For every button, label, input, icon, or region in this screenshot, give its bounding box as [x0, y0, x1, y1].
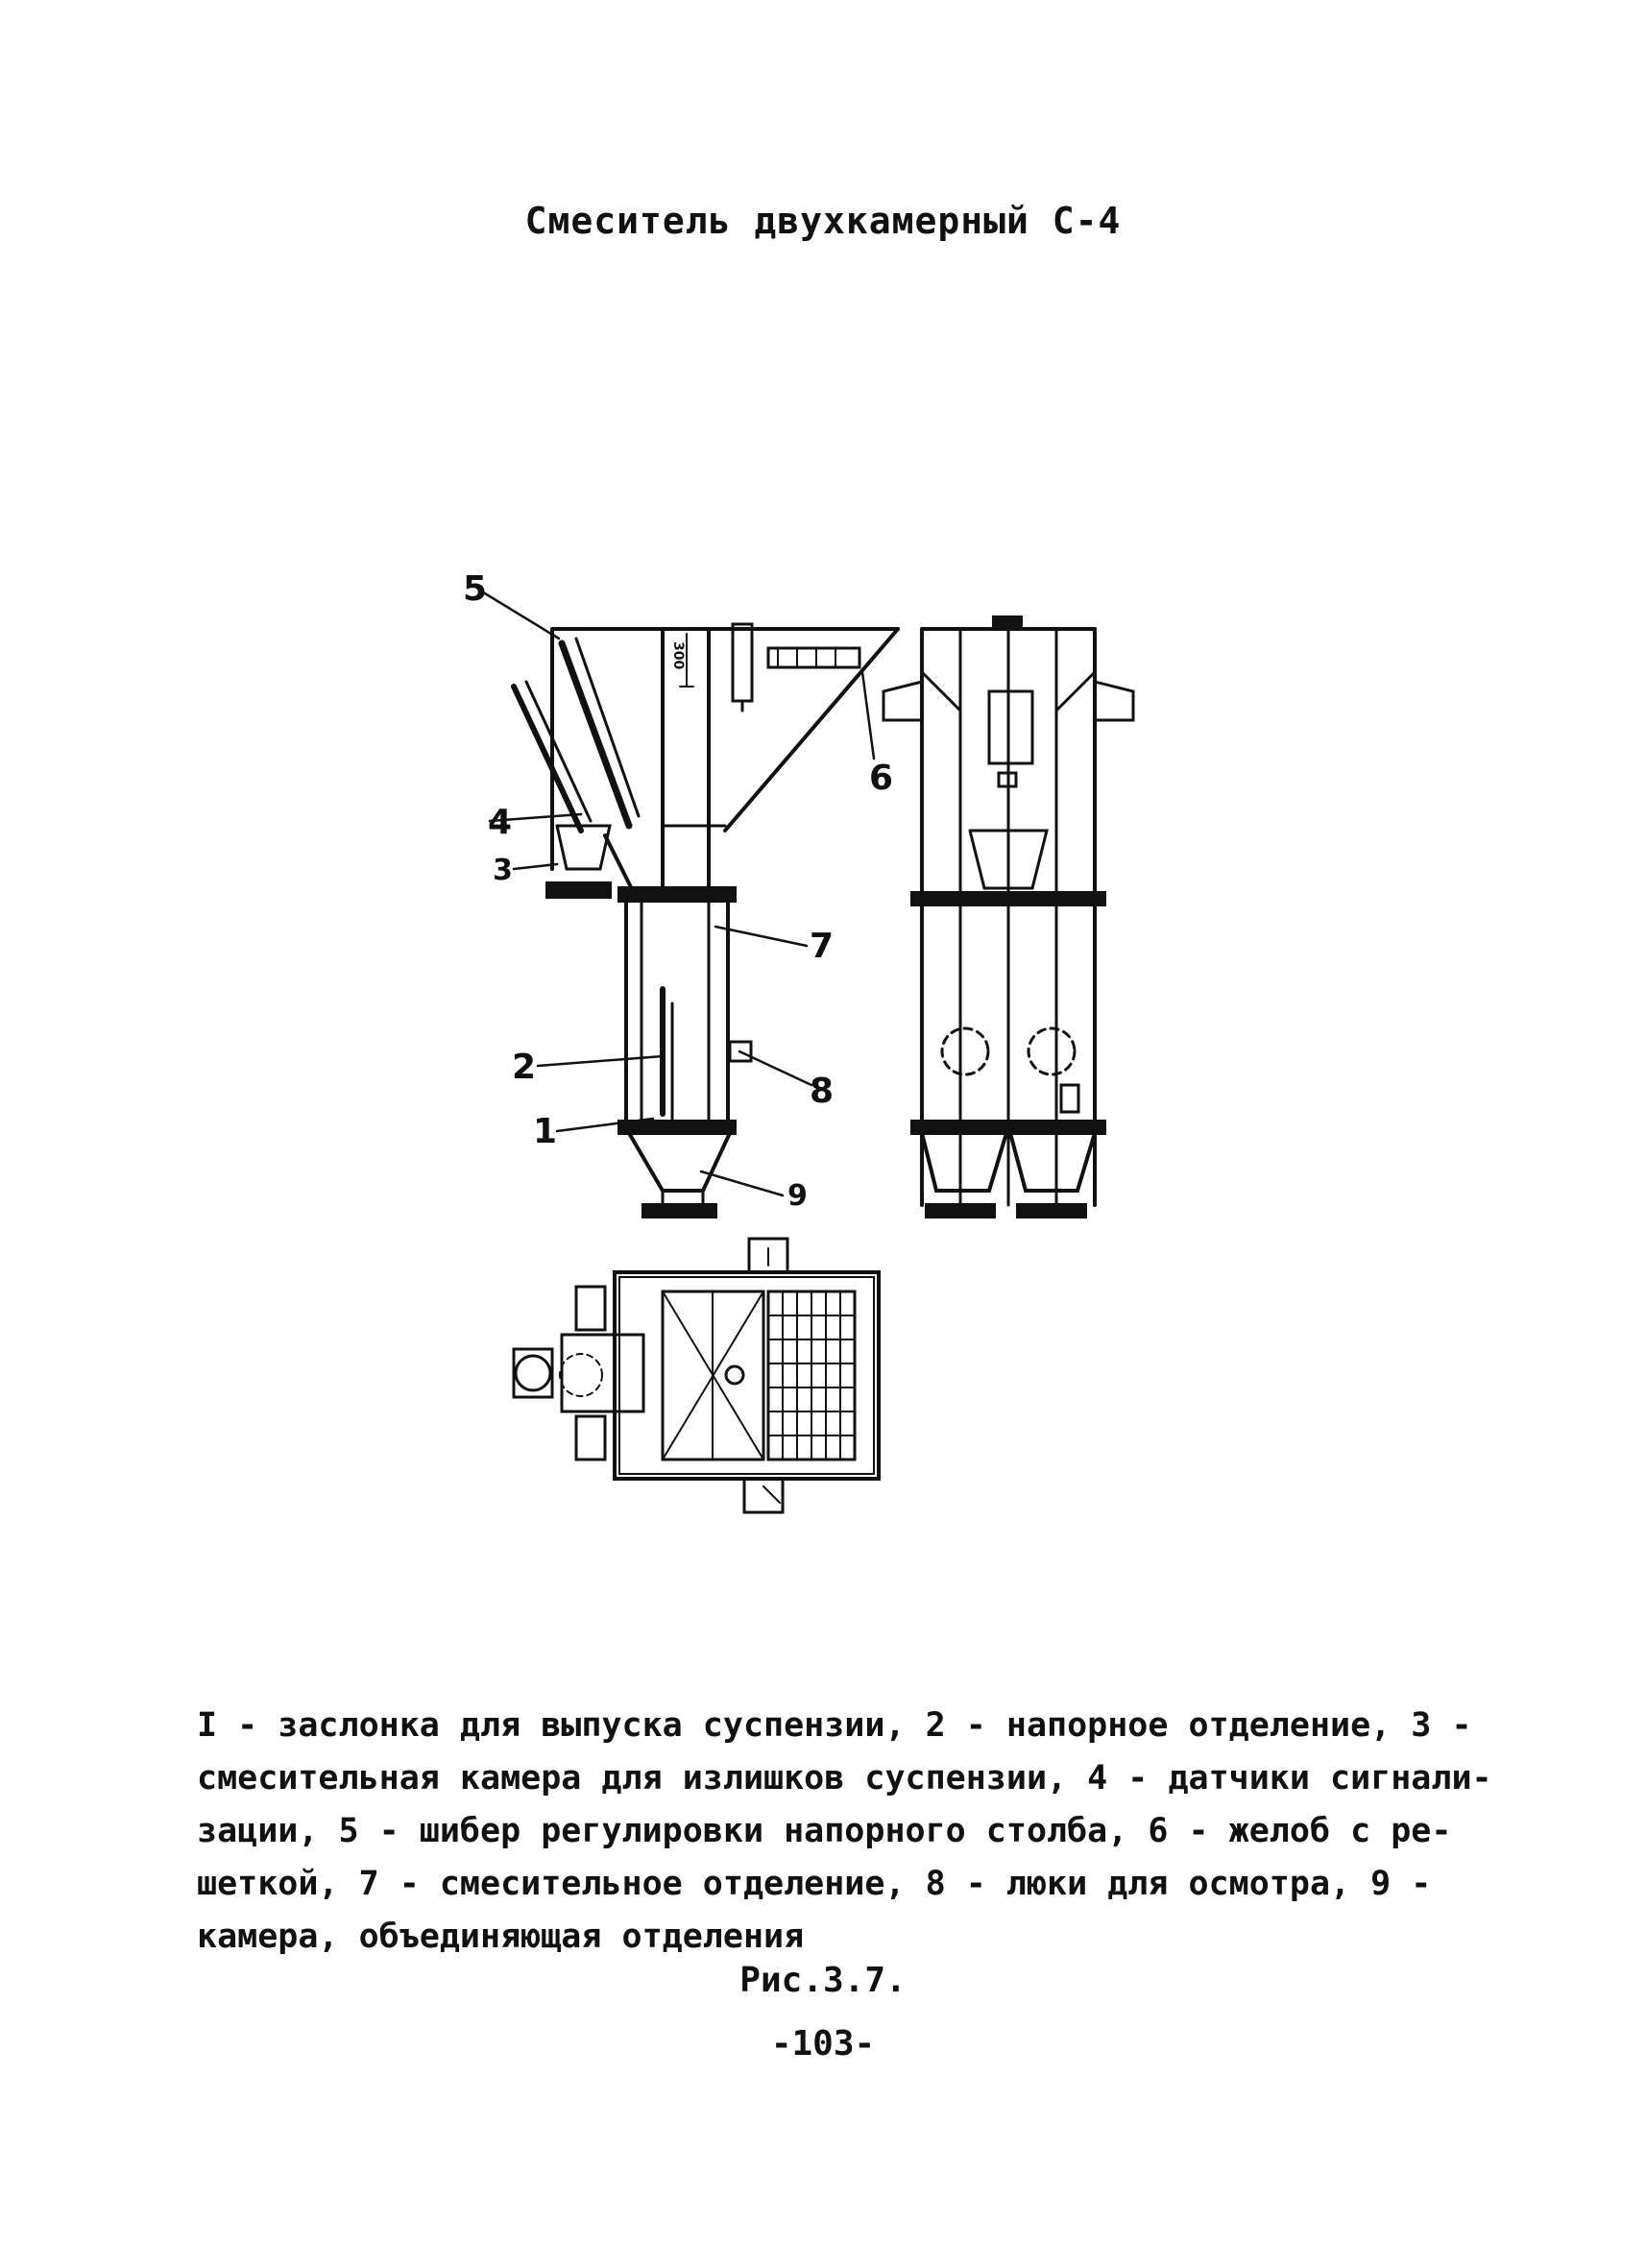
figure-caption: Рис.3.7.: [739, 1961, 907, 2000]
callout-8: 8: [810, 1072, 835, 1111]
callout-6: 6: [869, 759, 894, 798]
legend-line: камера, объединяющая отделения: [197, 1918, 805, 1956]
callout-9: 9: [787, 1179, 808, 1213]
legend-line: I - заслонка для выпуска суспензии, 2 - напорное отделение, 3 -: [197, 1706, 1472, 1745]
legend-line: шеткой, 7 - смесительное отделение, 8 - люки для осмотра, 9 -: [197, 1865, 1432, 1903]
callout-7: 7: [810, 927, 835, 966]
dimension-label: 300: [670, 641, 686, 670]
callout-1: 1: [533, 1112, 558, 1151]
side-view: [884, 617, 1133, 1217]
legend: [197, 1700, 1492, 1964]
page-title: Смеситель двухкамерный С-4: [524, 200, 1122, 242]
callout-2: 2: [512, 1048, 537, 1087]
legend-line: смесительная камера для излишков суспензии, 4 - датчики сигнали-: [197, 1759, 1492, 1798]
legend-line: зации, 5 - шибер регулировки напорного столба, 6 - желоб с ре-: [197, 1812, 1452, 1850]
callout-4: 4: [488, 803, 513, 842]
callout-3: 3: [493, 854, 513, 887]
section-view: [514, 624, 898, 1217]
callout-5: 5: [463, 569, 488, 609]
plan-view: [514, 1239, 879, 1512]
page-number: -103-: [770, 2024, 876, 2063]
